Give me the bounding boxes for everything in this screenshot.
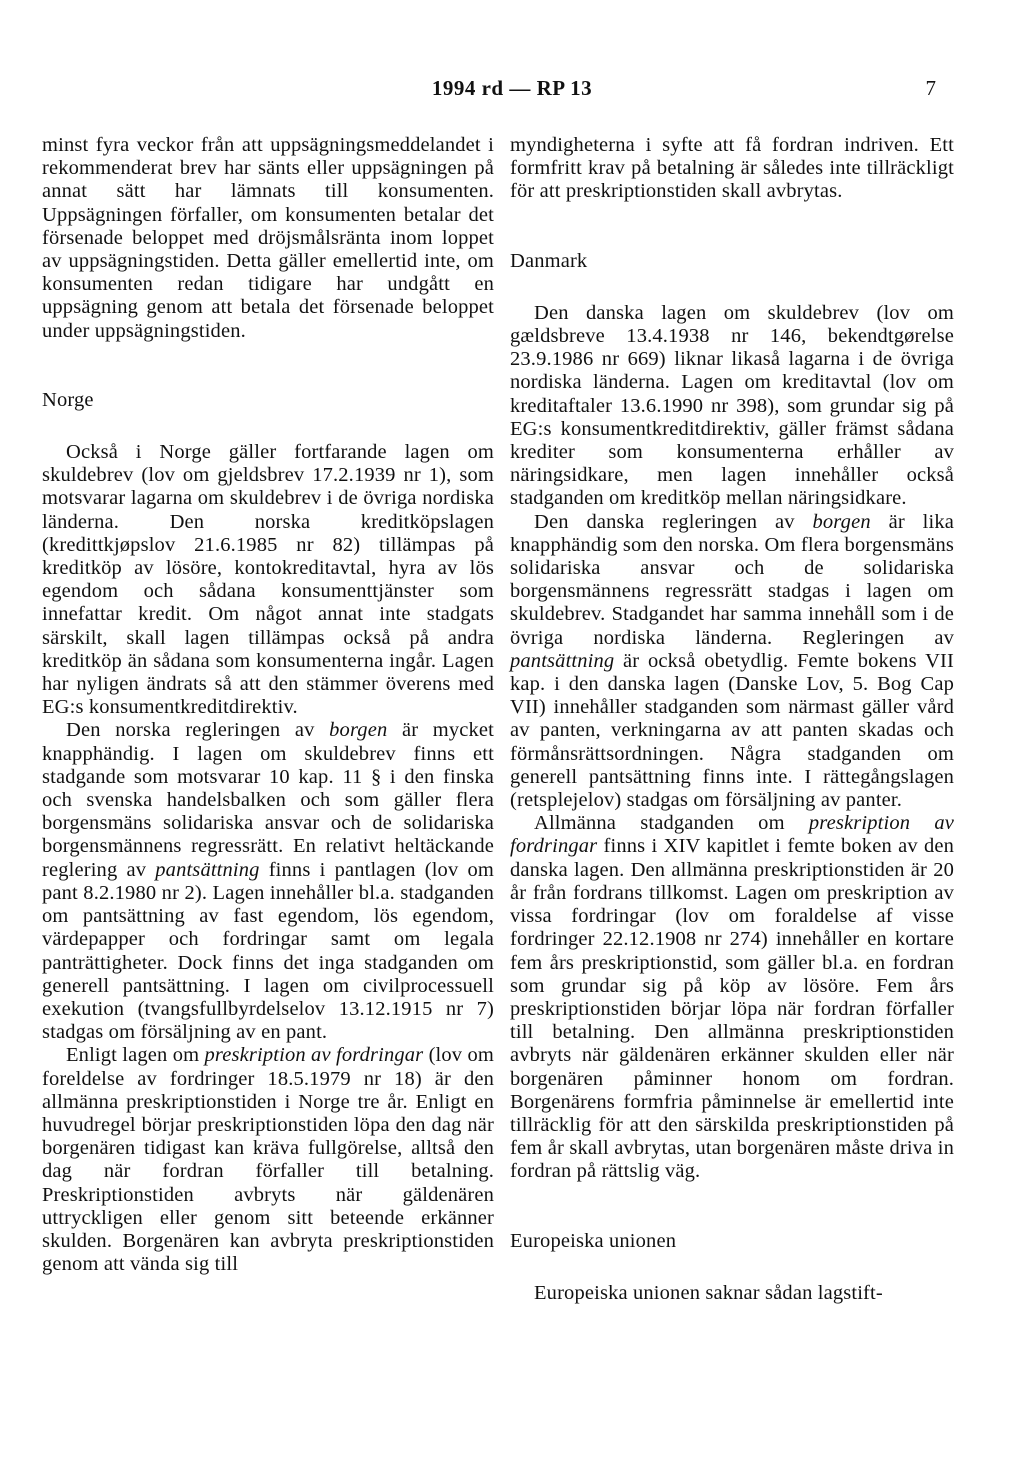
section-heading-norge: Norge xyxy=(42,388,94,411)
paragraph-norge-borgen: Den norska regleringen av borgen är mycket knapphändig. I lagen om skuldebrev finns ett stadgande som motsvarar 10 kap. 11 § i den finska och svenska handelsbalken och som gäller flera borgensmäns solidariska ansvar och de solidariska borgensmännens regressrätt. En relativt heltäckande reglering av pantsättning finns i pantlagen (lov om pant 8.2.1980 nr 2). Lagen innehåller bl.a. stadganden om pantsättning av fast egendom, lös egendom, värdepapper och fordringar samt om legala panträttigheter. Dock finns det inga stadganden om generell pantsättning. I lagen om civilprocessuell exekution (tvangsfullbyrdelselov 13.12.1915 nr 7) stadgas om försäljning av en pant. xyxy=(42,719,494,1044)
term-preskription: preskription av fordringar xyxy=(510,812,954,858)
right-column xyxy=(510,134,954,1305)
page-header xyxy=(0,76,1024,106)
paragraph-eu: Europeiska unionen saknar sådan lagstift- xyxy=(534,1281,883,1304)
term-preskription: preskription av fordringar xyxy=(204,1044,424,1067)
paragraph-danmark-skuldebrev: Den danska lagen om skuldebrev (lov om gældsbreve 13.4.1938 nr 146, bekendtgørelse 23.9.1986 nr 669) liknar likaså lagarna i de övriga nordiska länderna. Lagen om kreditavtal (lov om kreditaftaler 13.6.1990 nr 398), som grundar sig på EG:s konsumentkreditdirektiv, gäller främst sådana krediter som konsumenterna erhåller av näringsidkare, men lagen innehåller också stadganden om kreditköp mellan näringsidkare. xyxy=(510,301,954,510)
term-borgen: borgen xyxy=(812,510,871,533)
page-number: 7 xyxy=(925,76,936,100)
paragraph-continued-right: myndigheterna i syfte att få fordran indriven. Ett formfritt krav på betalning är således inte tillräckligt för att preskriptionstiden skall avbrytas. xyxy=(510,134,954,203)
running-header-title: 1994 rd — RP 13 xyxy=(431,76,593,100)
paragraph-norge-preskription: Enligt lagen om preskription av fordringar (lov om foreldelse av fordringer 18.5.1979 nr 18) är den allmänna preskriptionstiden i Norge tre år. Enligt en huvudregel börjar preskriptionstiden löpa den dag när borgenären tidigast kan kräva fullgörelse, alltså den dag när fordran förfaller till betalning. Preskriptionstiden avbryts när gäldenären uttryckligen eller genom sitt beteende erkänner skulden. Borgenären kan avbryta preskriptionstiden genom att vända sig till xyxy=(42,1044,494,1276)
term-pantsattning: pantsättning xyxy=(510,649,615,672)
section-heading-danmark: Danmark xyxy=(510,249,588,272)
paragraph-norge-skuldebrev: Också i Norge gäller fortfarande lagen om skuldebrev (lov om gjeldsbrev 17.2.1939 nr 1), som motsvarar lagarna om skuldebrev i de övriga nordiska länderna. Den norska kreditköpslagen (kredittkjøpslov 21.6.1985 nr 82) tillämpas på kreditköp av lösöre, kontokreditavtal, hyra av lös egendom och sådana konsumenttjänster som innefattar kredit. Om något annat inte stadgats särskilt, skall lagen tillämpas också på andra kreditköp än sådana som konsumenterna ingår. Lagen har nyligen ändrats så att den stämmer överens med EG:s konsumentkreditdirektiv. xyxy=(42,441,494,719)
left-column xyxy=(42,134,494,1276)
paragraph-continued: minst fyra veckor från att uppsägningsmeddelandet i rekommenderat brev har sänts eller uppsägningen på annat sätt har lämnats till konsumenten. Uppsägningen förfaller, om konsumenten betalar det försenade beloppet med dröjsmålsränta inom loppet av uppsägningstiden. Detta gäller emellertid inte, om konsumenten redan tidigare har undgått en uppsägning genom att betala det försenade beloppet under uppsägningstiden. xyxy=(42,134,494,342)
paragraph-danmark-borgen: Den danska regleringen av borgen är lika knapphändig som den norska. Om flera borgensmäns solidariska ansvar och de solidariska borgensmännens regressrätt stadgas i lagen om skuldebrev. Stadgandet har samma innehåll som i de övriga nordiska länderna. Regleringen av pantsättning är också obetydlig. Femte bokens VII kap. i den danska lagen (Danske Lov, 5. Bog Cap VII) innehåller stadganden som närmast gäller vård av panten, verkningarna av att panten skadas och förmånsrättsordningen. Några stadganden om generell pantsättning finns inte. I rättegångslagen (retsplejelov) stadgas om försäljning av panter. xyxy=(510,510,954,812)
term-pantsattning: pantsättning xyxy=(155,858,260,881)
section-heading-eu: Europeiska unionen xyxy=(510,1229,677,1252)
term-borgen: borgen xyxy=(329,719,388,742)
paragraph-danmark-preskription: Allmänna stadganden om preskription av fordringar finns i XIV kapitlet i femte boken av den danska lagen. Den allmänna preskriptionstiden är 20 år från fordrans tillkomst. Lagen om preskription av vissa fordringar (lov om foraldelse af visse fordringer 22.12.1908 nr 274) innehåller en kortare fem års preskriptionstid, som gäller bl.a. en fordran som grundar sig på köp av lösöre. Fem års preskriptionstiden börjar löpa när fordran förfaller till betalning. Den allmänna preskriptionstiden avbryts när gäldenären erkänner skulden eller när borgenären påminner honom om fordran. Borgenärens formfria påminnelse är emellertid inte tillräcklig för att den särskilda preskriptionstiden på fem år skall avbrytas, utan borgenären måste driva in fordran på rättslig väg. xyxy=(510,812,954,1183)
